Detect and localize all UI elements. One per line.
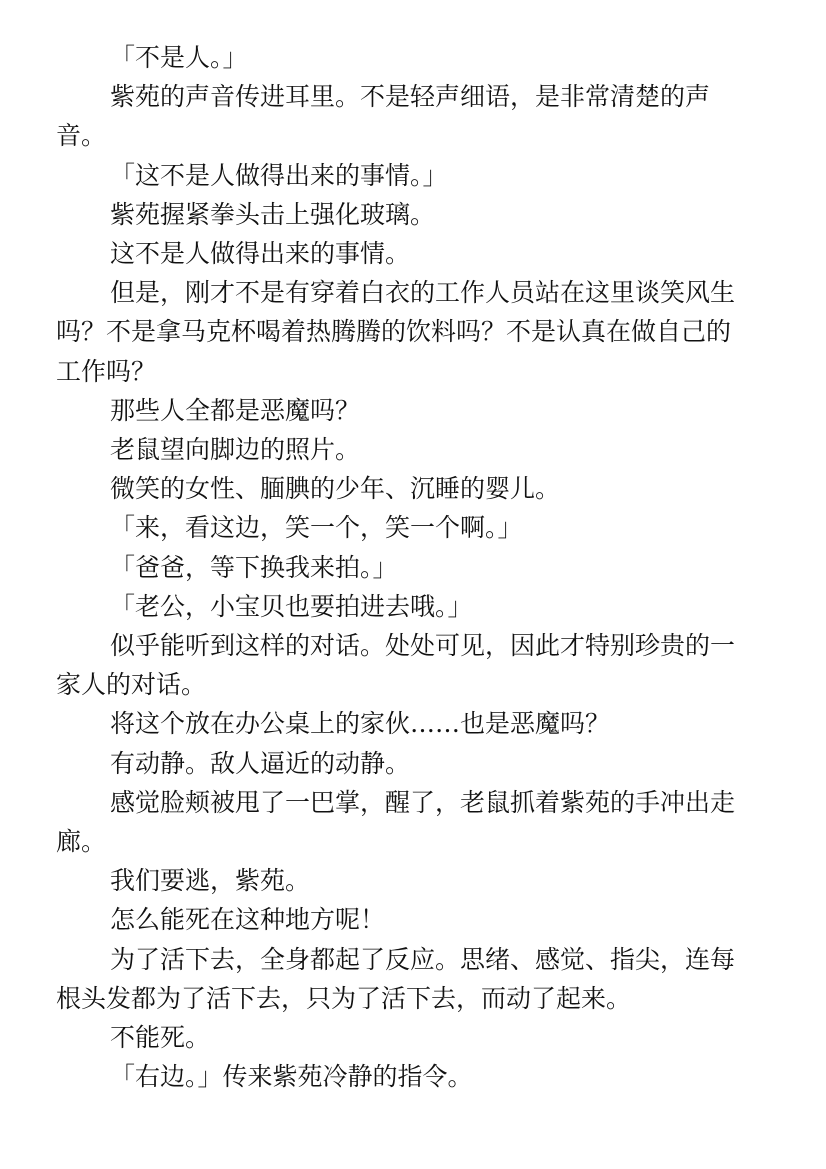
paragraph: 将这个放在办公桌上的家伙……也是恶魔吗？ [110, 709, 611, 739]
paragraph: 似乎能听到这样的对话。处处可见，因此才特别珍贵的一家人的对话。 [56, 631, 736, 700]
paragraph: 那些人全都是恶魔吗？ [110, 395, 361, 425]
paragraph: 「爸爸，等下换我来拍。」 [110, 552, 398, 582]
paragraph: 「右边。」传来紫苑冷静的指令。 [110, 1062, 473, 1092]
paragraph: 为了活下去，全身都起了反应。思绪、感觉、指尖，连每根头发都为了活下去，只为了活下去，而动了起来。 [56, 944, 736, 1013]
paragraph: 「来，看这边，笑一个，笑一个啊。」 [110, 513, 523, 543]
paragraph: 老鼠望向脚边的照片。 [110, 435, 361, 465]
paragraph: 「老公，小宝贝也要拍进去哦。」 [110, 591, 473, 621]
paragraph: 感觉脸颊被甩了一巴掌，醒了，老鼠抓着紫苑的手冲出走廊。 [56, 787, 736, 857]
paragraph: 这不是人做得出来的事情。 [110, 239, 411, 269]
paragraph: 我们要逃，紫苑。 [110, 866, 311, 896]
paragraph: 紫苑的声音传进耳里。不是轻声细语，是非常清楚的声音。 [56, 82, 711, 151]
paragraph: 不能死。 [110, 1023, 211, 1053]
paragraph: 「这不是人做得出来的事情。」 [110, 160, 448, 190]
paragraph: 紫苑握紧拳头击上强化玻璃。 [110, 199, 436, 229]
book-page [56, 38, 752, 1096]
paragraph: 微笑的女性、腼腆的少年、沉睡的婴儿。 [110, 474, 561, 504]
paragraph: 「不是人。」 [110, 43, 248, 72]
paragraph: 怎么能死在这种地方呢！ [110, 905, 386, 935]
paragraph: 但是，刚才不是有穿着白衣的工作人员站在这里谈笑风生吗？不是拿马克杯喝着热腾腾的饮料吗？不是认真在做自己的工作吗？ [56, 278, 736, 386]
paragraph: 有动静。敌人逼近的动静。 [110, 748, 411, 778]
